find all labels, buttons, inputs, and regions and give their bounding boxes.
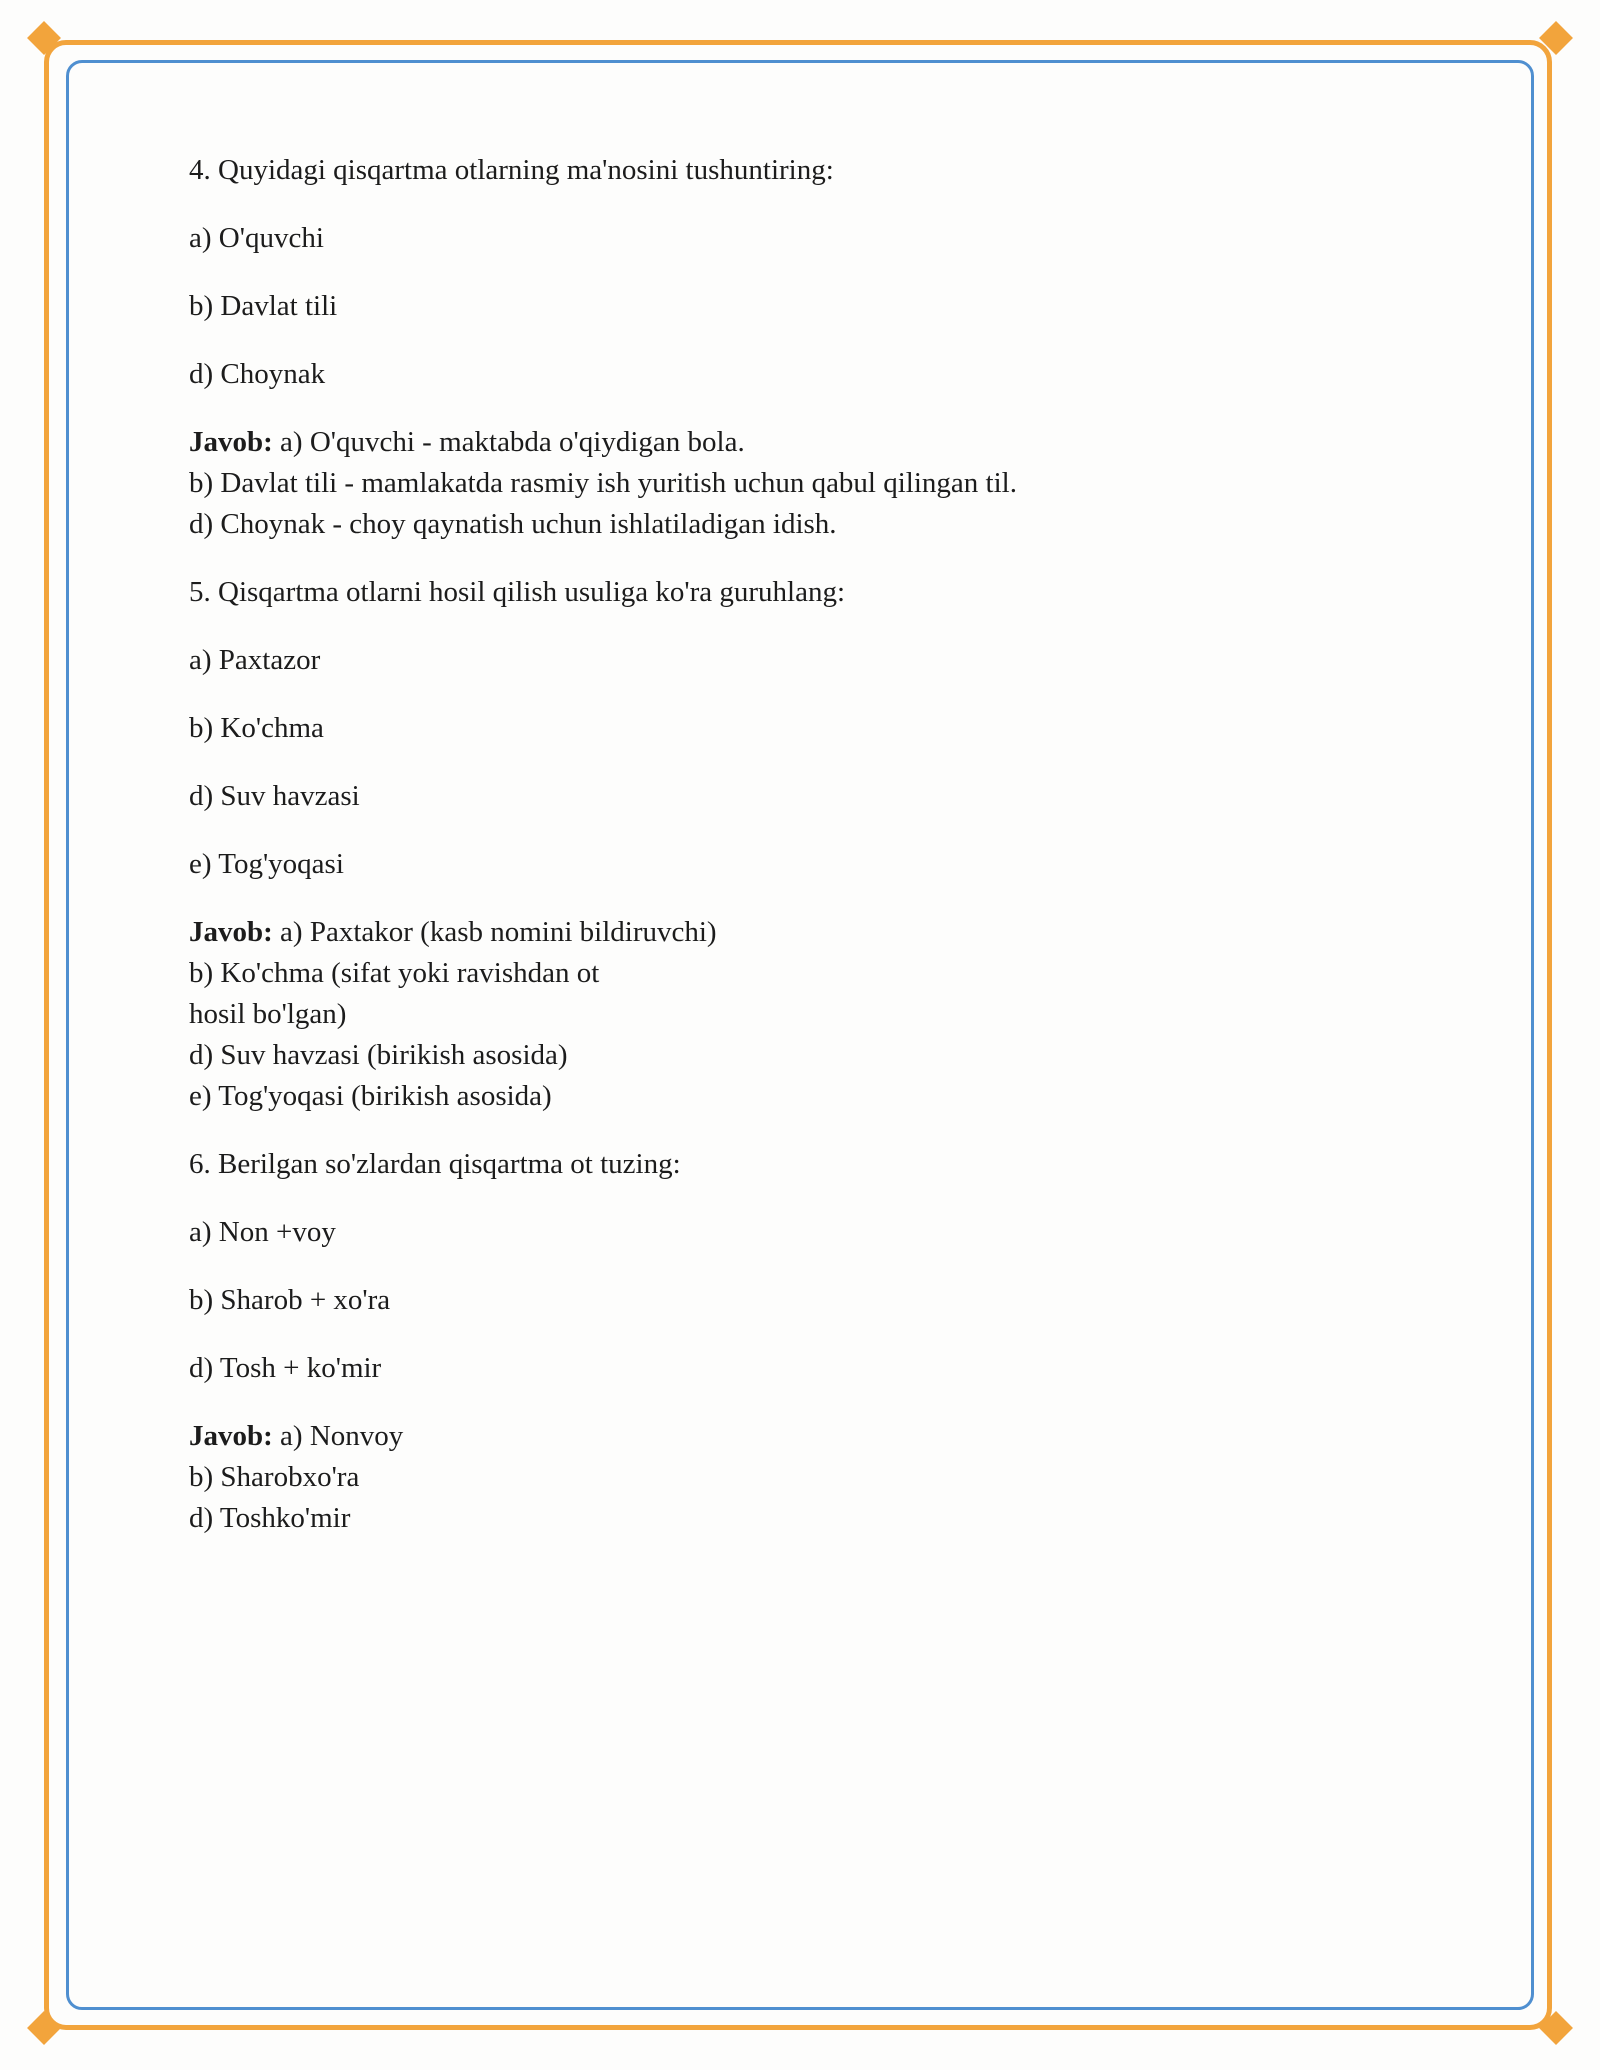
q4-answer bbox=[189, 422, 1439, 545]
q5-option-b: b) Ko'chma bbox=[189, 712, 324, 744]
q6-answer-line-1 bbox=[189, 1416, 1439, 1457]
q6-answer-line-3: d) Toshko'mir bbox=[189, 1502, 351, 1534]
q5-option-e: e) Tog'yoqasi bbox=[189, 848, 344, 880]
q5-answer-line-5: e) Tog'yoqasi (birikish asosida) bbox=[189, 1080, 552, 1112]
q6-option-a: a) Non +voy bbox=[189, 1216, 336, 1248]
q6-answer-first: a) Nonvoy bbox=[272, 1420, 404, 1452]
q5-answer-line-2: b) Ko'chma (sifat yoki ravishdan ot bbox=[189, 957, 600, 989]
q5-option-d: d) Suv havzasi bbox=[189, 780, 360, 812]
question-5: 5. Qisqartma otlarni hosil qilish usuliga ko'ra guruhlang: bbox=[189, 576, 846, 608]
q5-answer-line-3: hosil bo'lgan) bbox=[189, 998, 347, 1030]
q6-option-d: d) Tosh + ko'mir bbox=[189, 1352, 382, 1384]
question-4: 4. Quyidagi qisqartma otlarning ma'nosini tushuntiring: bbox=[189, 154, 834, 186]
q4-answer-line-2: b) Davlat tili - mamlakatda rasmiy ish yuritish uchun qabul qilingan til. bbox=[189, 467, 1017, 499]
q4-option-b: b) Davlat tili bbox=[189, 290, 338, 322]
question-6: 6. Berilgan so'zlardan qisqartma ot tuzing: bbox=[189, 1148, 681, 1180]
q4-option-d: d) Choynak bbox=[189, 358, 326, 390]
q6-option-b: b) Sharob + xo'ra bbox=[189, 1284, 391, 1316]
q6-answer-line-2: b) Sharobxo'ra bbox=[189, 1461, 360, 1493]
q4-answer-first: a) O'quvchi - maktabda o'qiydigan bola. bbox=[272, 426, 745, 458]
q5-answer-line-1 bbox=[189, 912, 1439, 953]
answer-label: Javob: bbox=[189, 426, 273, 458]
q4-answer-line-1 bbox=[189, 422, 1439, 463]
answer-label: Javob: bbox=[189, 1420, 273, 1452]
answer-label: Javob: bbox=[189, 916, 273, 948]
document-content bbox=[189, 150, 1439, 1566]
q5-answer-line-4: d) Suv havzasi (birikish asosida) bbox=[189, 1039, 568, 1071]
q5-answer bbox=[189, 912, 1439, 1117]
q4-option-a: a) O'quvchi bbox=[189, 222, 324, 254]
q6-answer bbox=[189, 1416, 1439, 1539]
q5-option-a: a) Paxtazor bbox=[189, 644, 321, 676]
q4-answer-line-3: d) Choynak - choy qaynatish uchun ishlatiladigan idish. bbox=[189, 508, 837, 540]
q5-answer-first: a) Paxtakor (kasb nomini bildiruvchi) bbox=[272, 916, 717, 948]
